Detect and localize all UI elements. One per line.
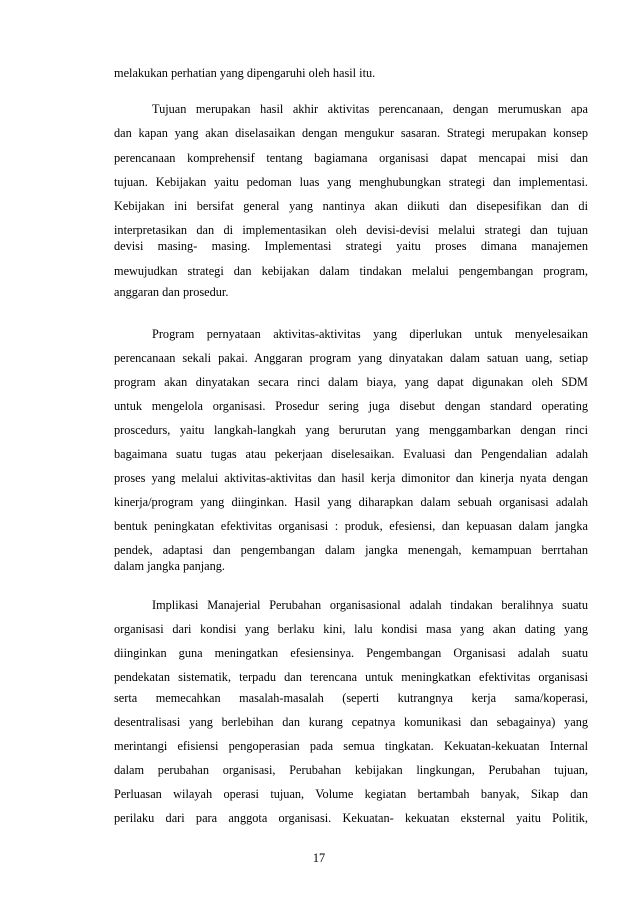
paragraph-3-line-7: proses yang melalui aktivitas-aktivitas dan hasil kerja dimonitor dan kinerja nyata dengan	[114, 471, 588, 485]
paragraph-4-line-1: Implikasi Manajerial Perubahan organisasional adalah tindakan beralihnya suatu	[152, 598, 588, 612]
paragraph-4-line-2: organisasi dari kondisi yang berlaku kini, lalu kondisi masa yang akan dating yang	[114, 622, 588, 636]
paragraph-4-line-5: serta memecahkan masalah-masalah (seperti kutrangnya kerja sama/koperasi,	[114, 691, 588, 705]
paragraph-3-line-3: program akan dinyatakan secara rinci dalam biaya, yang dapat digunakan oleh SDM	[114, 375, 588, 389]
paragraph-3-line-1: Program pernyataan aktivitas-aktivitas yang diperlukan untuk menyelesaikan	[152, 327, 588, 341]
paragraph-3-line-8: kinerja/program yang diinginkan. Hasil yang diharapkan dalam sebuah organisasi adalah	[114, 495, 588, 509]
paragraph-1-line-1: melakukan perhatian yang dipengaruhi oleh hasil itu.	[114, 66, 376, 80]
paragraph-4-line-4: pendekatan sistematik, terpadu dan terencana untuk meningkatkan efektivitas organisasi	[114, 670, 588, 684]
paragraph-2-line-4: tujuan. Kebijakan yaitu pedoman luas yang menghubungkan strategi dan implementasi.	[114, 175, 588, 189]
paragraph-3-line-11: dalam jangka panjang.	[114, 559, 225, 573]
paragraph-4-line-8: dalam perubahan organisasi, Perubahan kebijakan lingkungan, Perubahan tujuan,	[114, 763, 588, 777]
paragraph-2-line-9: anggaran dan prosedur.	[114, 285, 229, 299]
paragraph-2-line-5: Kebijakan ini bersifat general yang nantinya akan diikuti dan disepesifikan dan di	[114, 199, 588, 213]
paragraph-3-line-9: bentuk peningkatan efektivitas organisasi : produk, efesiensi, dan kepuasan dalam jangka	[114, 519, 588, 533]
paragraph-4-line-7: merintangi efisiensi pengoperasian pada semua tingkatan. Kekuatan-kekuatan Internal	[114, 739, 588, 753]
paragraph-3-line-10: pendek, adaptasi dan pengembangan dalam jangka menengah, kemampuan berrtahan	[114, 543, 588, 557]
paragraph-2-line-2: dan kapan yang akan diselasaikan dengan mengukur sasaran. Strategi merupakan konsep	[114, 126, 588, 140]
paragraph-4-line-6: desentralisasi yang berlebihan dan kurang cepatnya komunikasi dan sebagainya) yang	[114, 715, 588, 729]
paragraph-2-line-1: Tujuan merupakan hasil akhir aktivitas perencanaan, dengan merumuskan apa	[152, 102, 588, 116]
paragraph-3-line-6: bagaimana suatu tugas atau pekerjaan diselesaikan. Evaluasi dan Pengendalian adalah	[114, 447, 588, 461]
paragraph-2-line-3: perencanaan komprehensif tentang bagiamana organisasi dapat mencapai misi dan	[114, 151, 588, 165]
paragraph-4-line-3: diinginkan guna meningatkan efesiensinya. Pengembangan Organisasi adalah suatu	[114, 646, 588, 660]
paragraph-2-line-8: mewujudkan strategi dan kebijakan dalam tindakan melalui pengembangan program,	[114, 264, 588, 278]
paragraph-3-line-5: proscedurs, yaitu langkah-langkah yang berurutan yang menggambarkan dengan rinci	[114, 423, 588, 437]
paragraph-2-line-6: interpretasikan dan di implementasikan oleh devisi-devisi melalui strategi dan tujuan	[114, 223, 588, 237]
paragraph-4-line-10: perilaku dari para anggota organisasi. Kekuatan- kekuatan eksternal yaitu Politik,	[114, 811, 588, 825]
paragraph-3-line-2: perencanaan sekali pakai. Anggaran program yang dinyatakan dalam satuan uang, setiap	[114, 351, 588, 365]
paragraph-4-line-9: Perluasan wilayah operasi tujuan, Volume kegiatan bertambah banyak, Sikap dan	[114, 787, 588, 801]
paragraph-2-line-7: devisi masing- masing. Implementasi strategi yaitu proses dimana manajemen	[114, 239, 588, 253]
page-number: 17	[312, 851, 326, 865]
paragraph-3-line-4: untuk mengelola organisasi. Prosedur sering juga disebut dengan standard operating	[114, 399, 588, 413]
